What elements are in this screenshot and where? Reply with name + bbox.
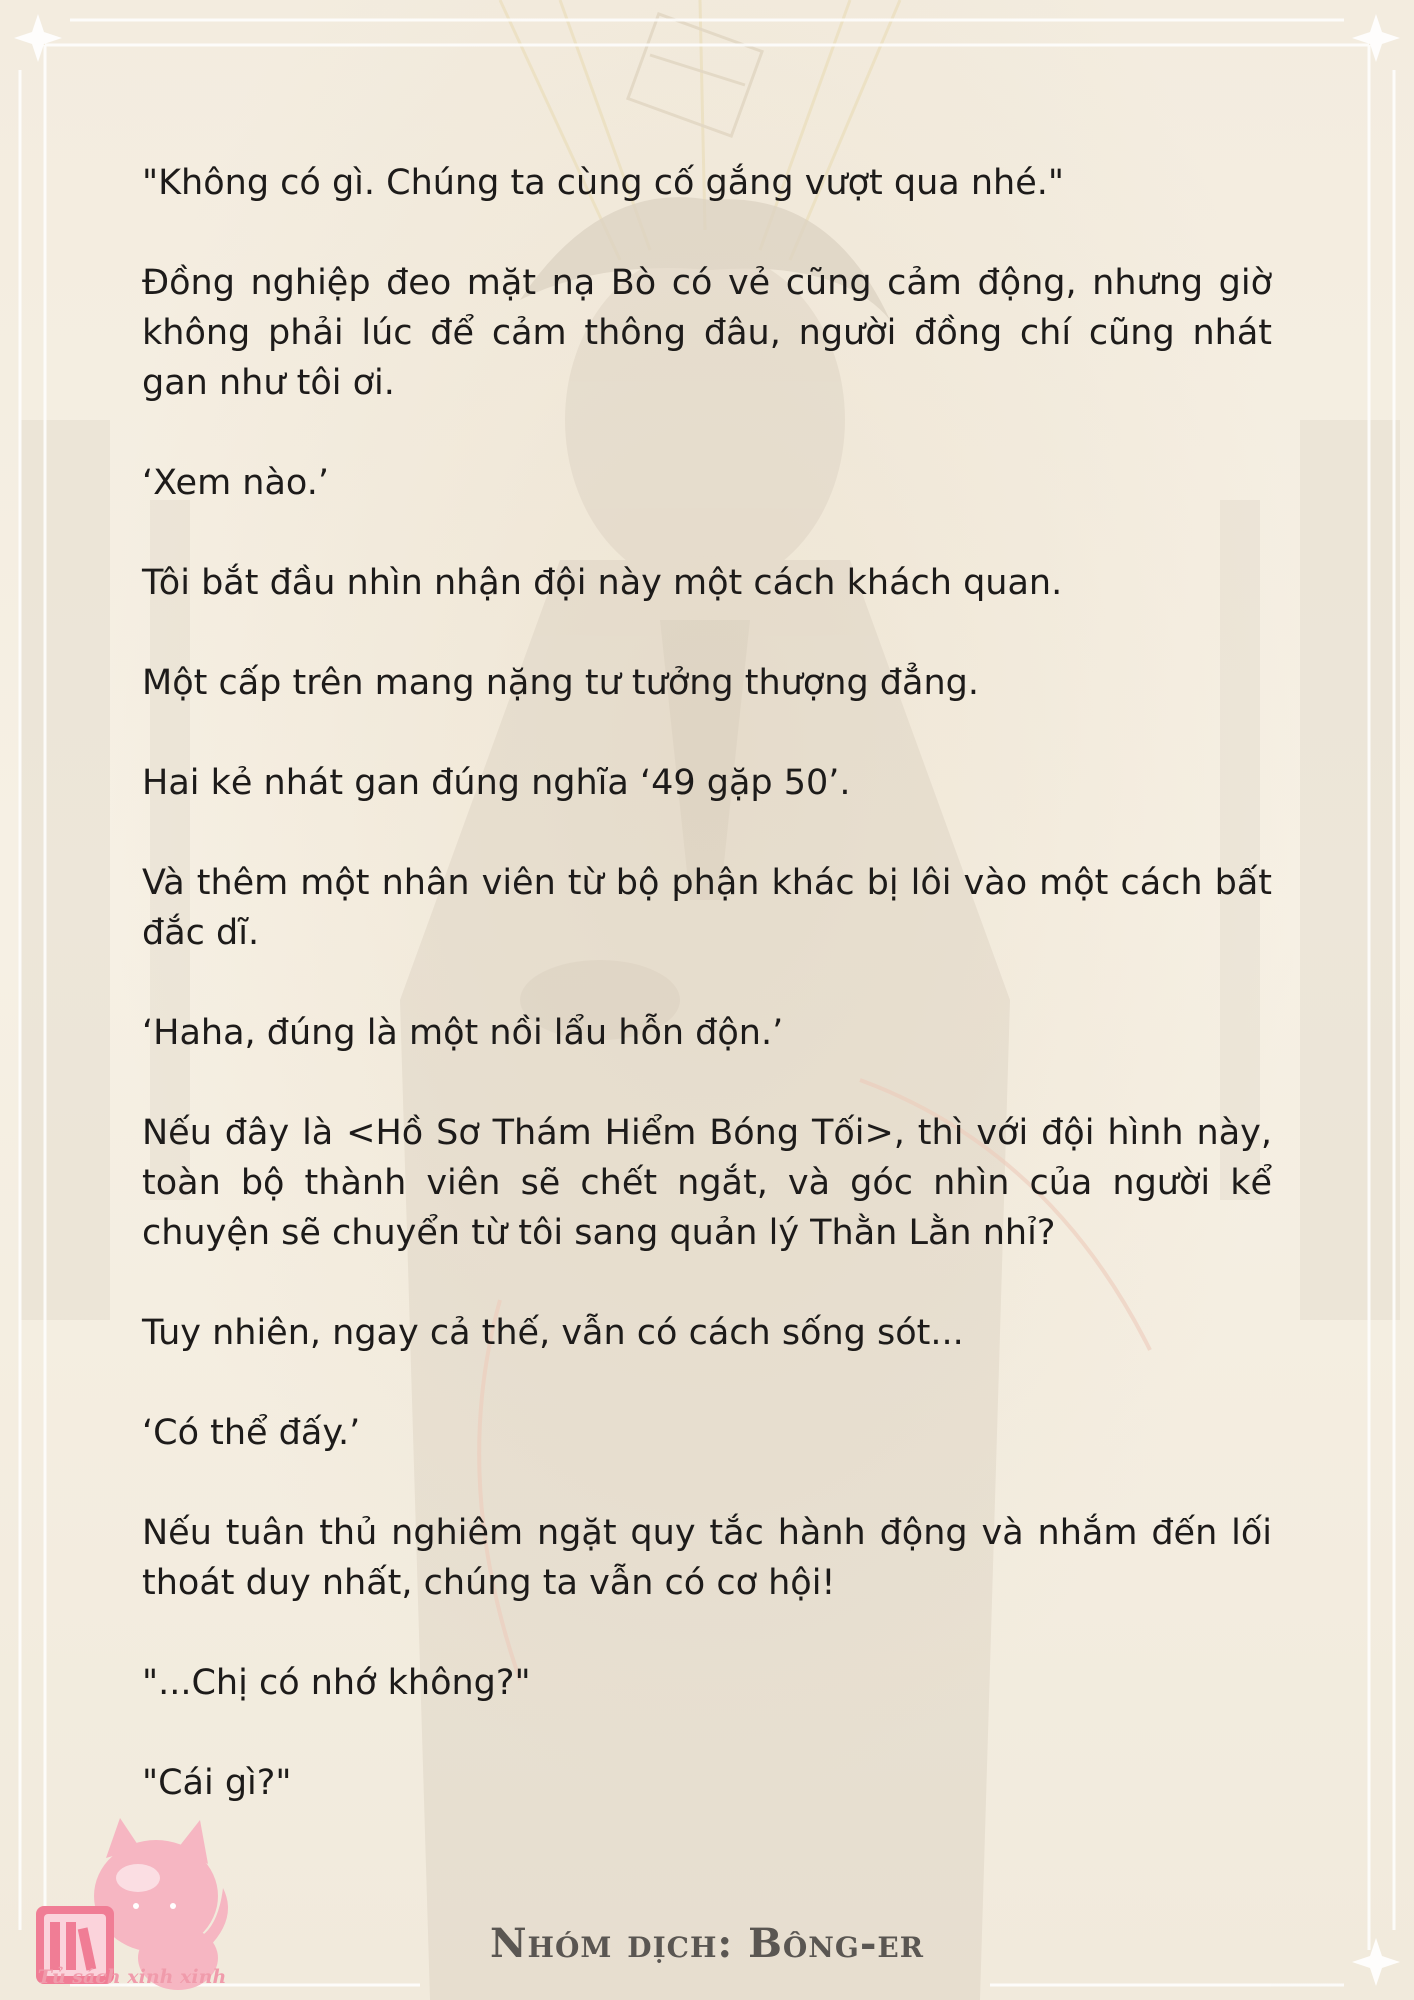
paragraph: ‘Có thể đấy.’: [142, 1413, 361, 1453]
story-text: [142, 158, 1272, 1858]
paragraph: Tôi bắt đầu nhìn nhận đội này một cách khách quan.: [142, 563, 1063, 603]
paragraph: Hai kẻ nhát gan đúng nghĩa ‘49 gặp 50’.: [142, 763, 851, 803]
paragraph: Một cấp trên mang nặng tư tưởng thượng đẳng.: [142, 663, 979, 703]
paragraph: Nếu tuân thủ nghiêm ngặt quy tắc hành động và nhắm đến lối thoát duy nhất, chúng ta vẫn có cơ hội!: [142, 1513, 1272, 1603]
logo-text: Tủ sách xinh xinh: [37, 1966, 227, 1988]
paragraph: Tuy nhiên, ngay cả thế, vẫn có cách sống sót...: [142, 1313, 964, 1353]
paragraph: "Cái gì?": [142, 1763, 292, 1803]
paragraph: Đồng nghiệp đeo mặt nạ Bò có vẻ cũng cảm động, nhưng giờ không phải lúc để cảm thông đâu, người đồng chí cũng nhát gan như tôi ơi.: [142, 263, 1272, 403]
paragraph: ‘Xem nào.’: [142, 463, 329, 503]
paragraph: Và thêm một nhân viên từ bộ phận khác bị lôi vào một cách bất đắc dĩ.: [142, 863, 1272, 953]
paragraph: ‘Haha, đúng là một nồi lẩu hỗn độn.’: [142, 1013, 784, 1053]
paragraph: "...Chị có nhớ không?": [142, 1663, 531, 1703]
paragraph: "Không có gì. Chúng ta cùng cố gắng vượt qua nhé.": [142, 163, 1064, 203]
translator-credit: Nhóm dịch: Bông-er: [489, 1920, 925, 1967]
paragraph: Nếu đây là <Hồ Sơ Thám Hiểm Bóng Tối>, thì với đội hình này, toàn bộ thành viên sẽ chết ngắt, và góc nhìn của người kể chuyện sẽ chuyển từ tôi sang quản lý Thằn Lằn nhỉ?: [142, 1113, 1272, 1253]
